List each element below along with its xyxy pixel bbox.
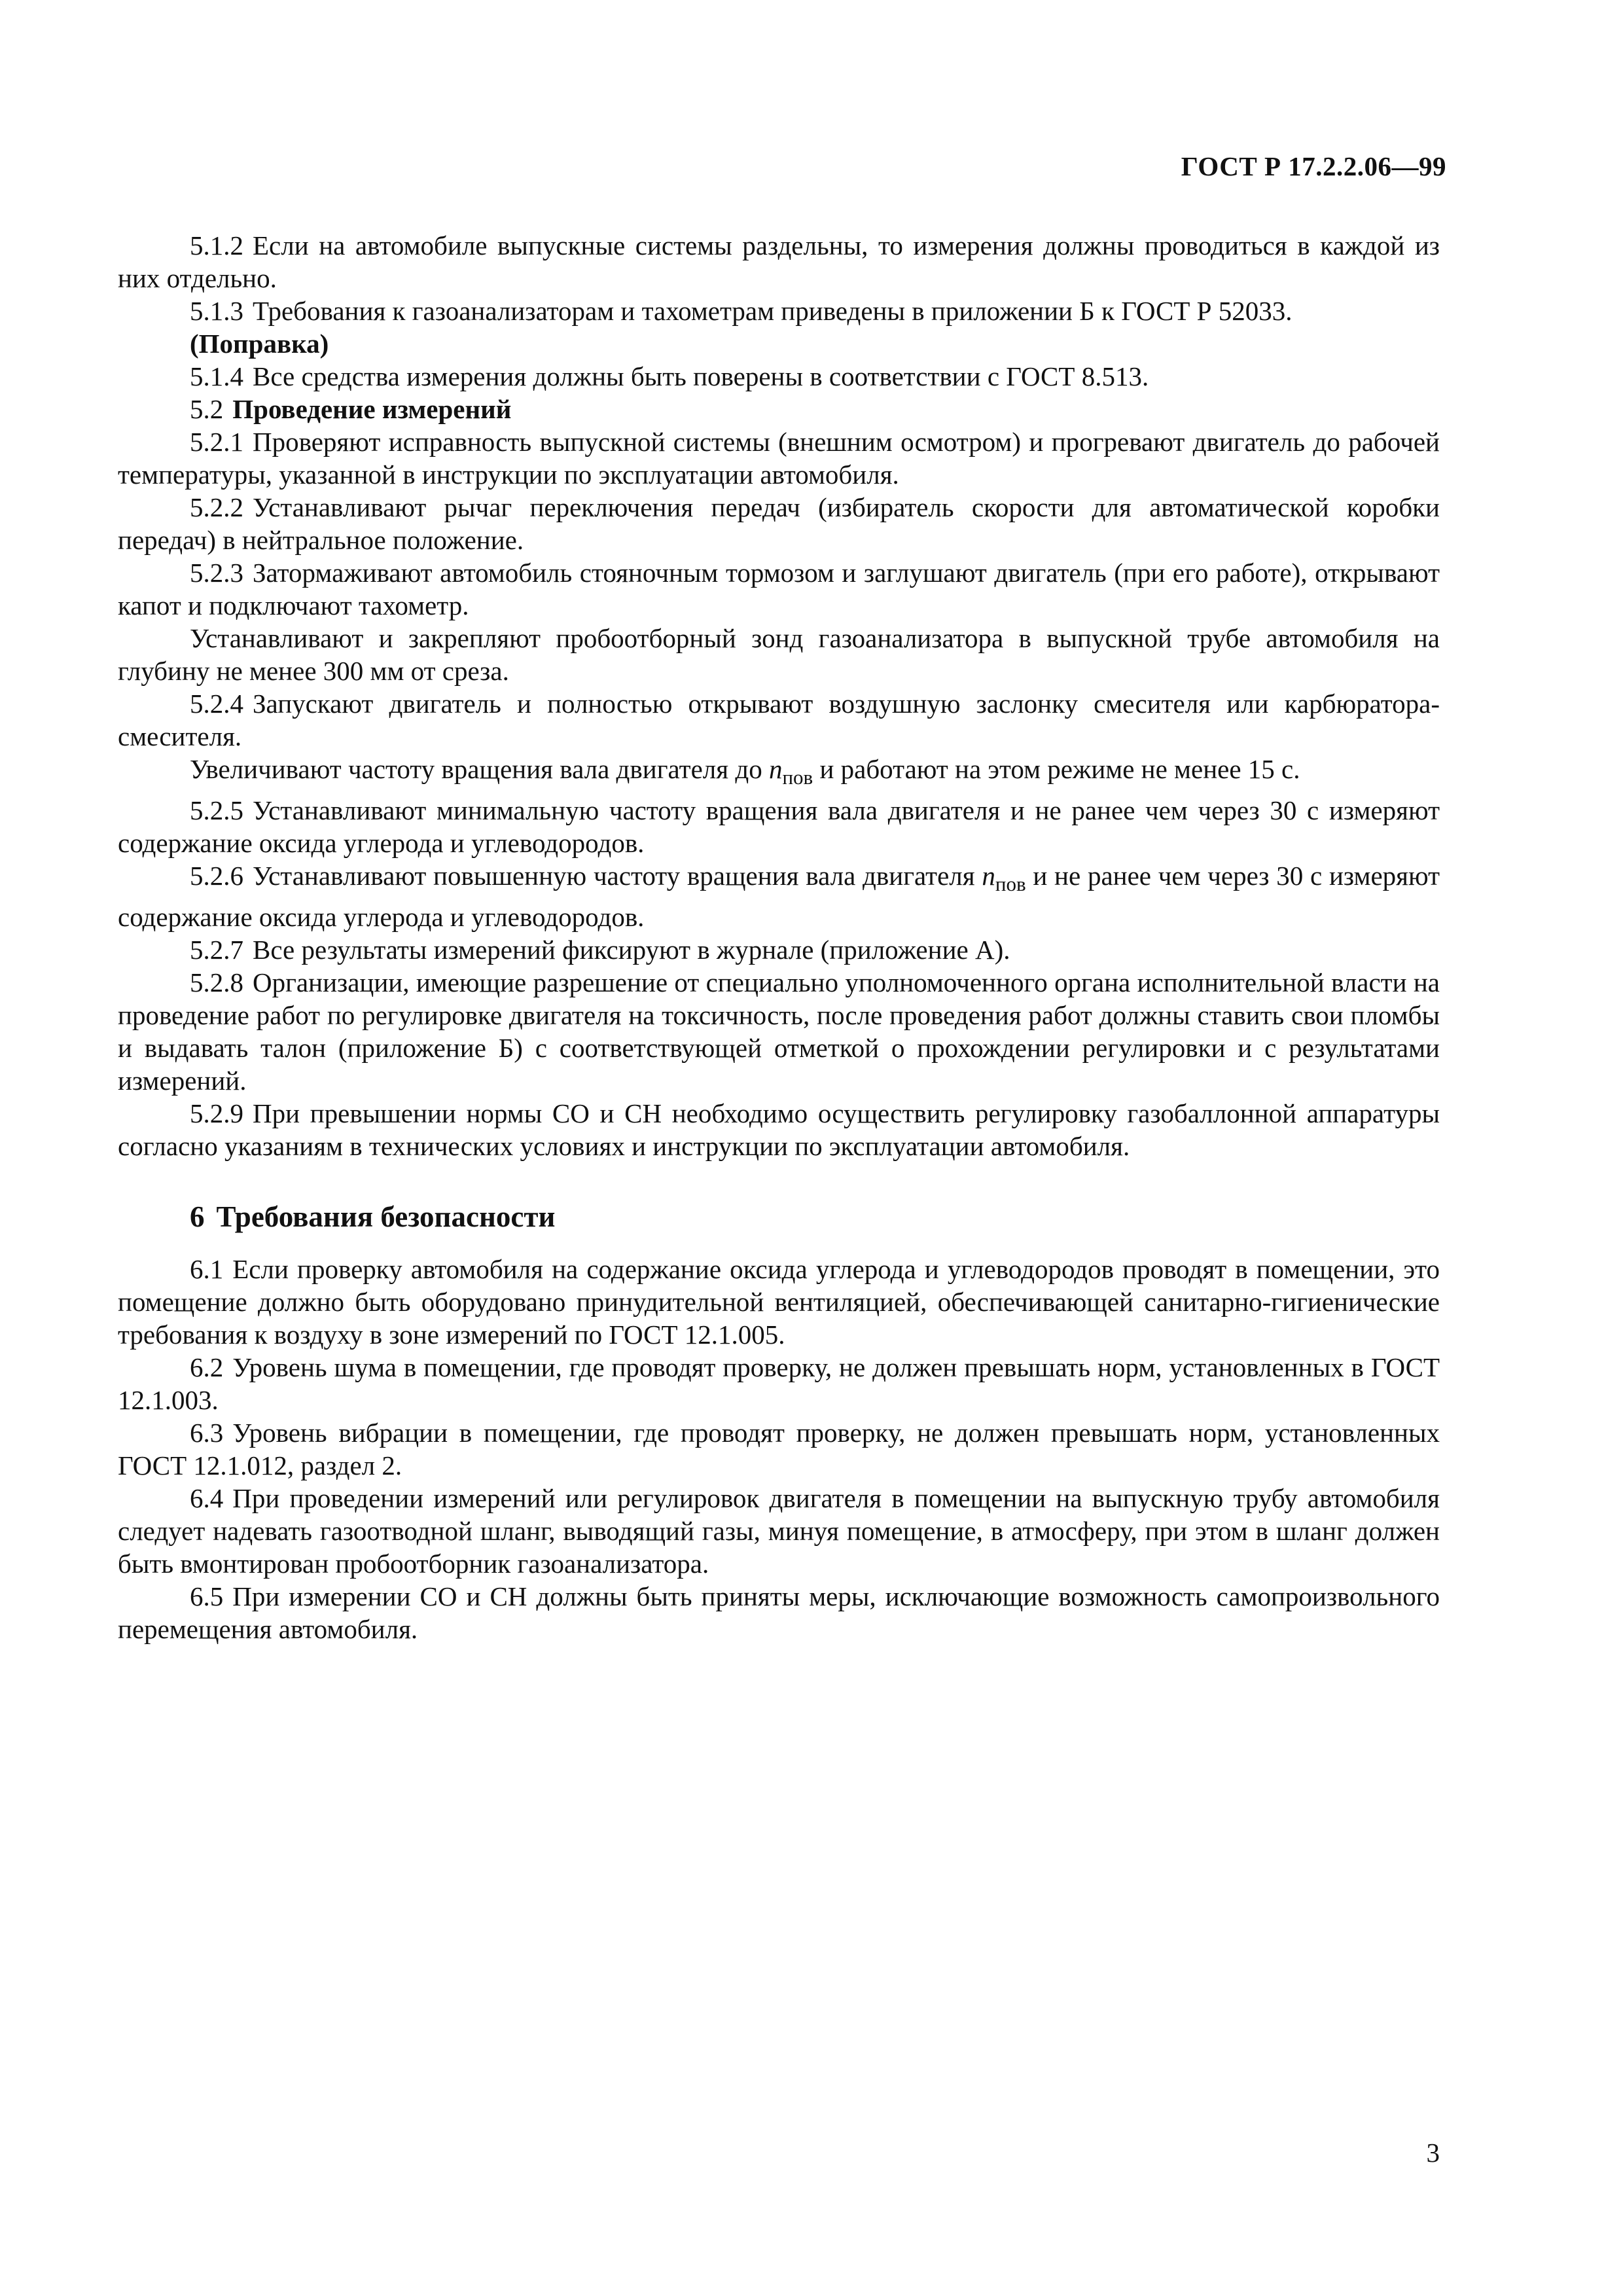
clause-number: 5.2.7 <box>190 935 243 965</box>
clause-number: 5.2.1 <box>190 427 243 457</box>
clause-text: и не ранее чем через 30 с измеряют содержание оксида углерода и углеводородов. <box>118 861 1440 933</box>
correction-note: (Поправка) <box>190 329 329 359</box>
subsection-heading: Проведение измерений <box>232 394 512 424</box>
clause-text: Все результаты измерений фиксируют в журнале (приложение А). <box>253 935 1010 965</box>
clause-text: Устанавливают и закрепляют пробоотборный зонд газоанализатора в выпускной трубе автомобиля на глубину не менее 300 мм от среза. <box>118 623 1440 686</box>
clause-5-2-3 <box>118 556 1440 622</box>
clause-text: Уровень шума в помещении, где проводят проверку, не должен превышать норм, установленных в ГОСТ 12.1.003. <box>118 1352 1440 1416</box>
clause-number: 5.1.4 <box>190 361 243 391</box>
section-title: Требования безопасности <box>216 1200 556 1234</box>
clause-5-2-6 <box>118 859 1440 933</box>
clause-number: 5.1.3 <box>190 296 243 326</box>
clause-text: Организации, имеющие разрешение от специально уполномоченного органа исполнительной власти на проведение работ по регулировке двигателя на токсичность, после проведения работ должны ставить свои пломбы и выдавать талон (приложение Б) с соответствующей отметкой о прохождении регулировки и с результатами измерений. <box>118 967 1440 1096</box>
clause-text: Увеличивают частоту вращения вала двигателя до <box>190 754 762 784</box>
clause-text: При измерении СО и СН должны быть приняты меры, исключающие возможность самопроизвольного перемещения автомобиля. <box>118 1581 1440 1645</box>
section-6-heading <box>118 1200 1440 1233</box>
symbol-n-pov <box>982 861 1026 896</box>
clause-5-2-heading <box>118 393 1440 425</box>
document-header: ГОСТ Р 17.2.2.06—99 <box>1181 151 1446 181</box>
clause-6-3 <box>118 1416 1440 1482</box>
clause-number: 6.5 <box>190 1581 224 1612</box>
clause-text: Все средства измерения должны быть поверены в соответствии с ГОСТ 8.513. <box>253 361 1149 391</box>
clause-text: При проведении измерений или регулировок двигателя в помещении на выпускную трубу автомобиля следует надевать газоотводной шланг, выводящий газы, минуя помещение, в атмосферу, при этом в шланг должен быть вмонтирован пробоотборник газоанализатора. <box>118 1483 1440 1579</box>
clause-number: 5.2.9 <box>190 1098 243 1129</box>
clause-text: Устанавливают рычаг переключения передач (избиратель скорости для автоматической коробки передач) в нейтральное положение. <box>118 492 1440 555</box>
clause-number: 5.2.3 <box>190 558 243 588</box>
clause-number: 5.2.2 <box>190 492 243 522</box>
clause-text: Требования к газоанализаторам и тахометрам приведены в приложении Б к ГОСТ Р 52033. <box>253 296 1293 326</box>
clause-number: 5.2 <box>190 394 224 424</box>
symbol-n-pov <box>768 754 813 789</box>
clause-6-4 <box>118 1482 1440 1580</box>
clause-5-2-9 <box>118 1097 1440 1162</box>
clause-number: 5.2.8 <box>190 967 243 998</box>
clause-text: Затормаживают автомобиль стояночным тормозом и заглушают двигатель (при его работе), открывают капот и подключают тахометр. <box>118 558 1440 620</box>
clause-5-2-4-continued <box>118 753 1440 794</box>
clause-5-2-3-continued <box>118 622 1440 687</box>
clause-5-2-2 <box>118 491 1440 556</box>
clause-5-2-7 <box>118 933 1440 966</box>
clause-number: 6.2 <box>190 1352 224 1383</box>
clause-text: и работают на этом режиме не менее 15 с. <box>819 754 1300 784</box>
clause-5-2-8 <box>118 966 1440 1097</box>
clause-6-5 <box>118 1580 1440 1645</box>
clause-number: 6.1 <box>190 1254 224 1285</box>
clause-5-1-3 <box>118 295 1440 327</box>
document-body <box>118 229 1440 1645</box>
clause-text: Запускают двигатель и полностью открывают воздушную заслонку смесителя или карбюратора-смесителя. <box>118 689 1440 751</box>
clause-text: Уровень вибрации в помещении, где проводят проверку, не должен превышать норм, установленных ГОСТ 12.1.012, раздел 2. <box>118 1418 1440 1481</box>
clause-number: 6.3 <box>190 1418 224 1448</box>
clause-5-1-4 <box>118 360 1440 393</box>
clause-text: Проверяют исправность выпускной системы (внешним осмотром) и прогревают двигатель до рабочей температуры, указанной в инструкции по эксплуатации автомобиля. <box>118 427 1440 490</box>
symbol-base: n <box>982 861 995 891</box>
clause-number: 5.2.4 <box>190 689 243 719</box>
clause-6-1 <box>118 1253 1440 1351</box>
clause-text: Устанавливают повышенную частоту вращения вала двигателя <box>253 861 975 891</box>
clause-number: 5.2.6 <box>190 861 243 891</box>
clause-6-2 <box>118 1351 1440 1416</box>
clause-5-1-2 <box>118 229 1440 295</box>
clause-5-2-1 <box>118 425 1440 491</box>
symbol-base: n <box>768 754 783 784</box>
clause-5-2-4 <box>118 687 1440 753</box>
clause-number: 5.1.2 <box>190 230 243 260</box>
clause-number: 5.2.5 <box>190 795 243 826</box>
clause-text: Если проверку автомобиля на содержание оксида углерода и углеводородов проводят в помещении, это помещение должно быть оборудовано принудительной вентиляцией, обеспечивающей санитарно-гигиенические требования к воздуху в зоне измерений по ГОСТ 12.1.005. <box>118 1254 1440 1350</box>
clause-text: Устанавливают минимальную частоту вращения вала двигателя и не ранее чем через 30 с измеряют содержание оксида углерода и углеводородов. <box>118 795 1440 859</box>
clause-5-2-5 <box>118 794 1440 859</box>
symbol-subscript: пов <box>782 766 813 789</box>
section-number: 6 <box>190 1200 205 1234</box>
page-number: 3 <box>1426 2138 1440 2168</box>
clause-text: Если на автомобиле выпускные системы раздельны, то измерения должны проводиться в каждой из них отдельно. <box>118 230 1440 293</box>
clause-number: 6.4 <box>190 1483 224 1514</box>
symbol-subscript: пов <box>995 872 1026 896</box>
clause-text: При превышении нормы СО и СН необходимо осуществить регулировку газобаллонной аппаратуры согласно указаниям в технических условиях и инструкции по эксплуатации автомобиля. <box>118 1098 1440 1162</box>
